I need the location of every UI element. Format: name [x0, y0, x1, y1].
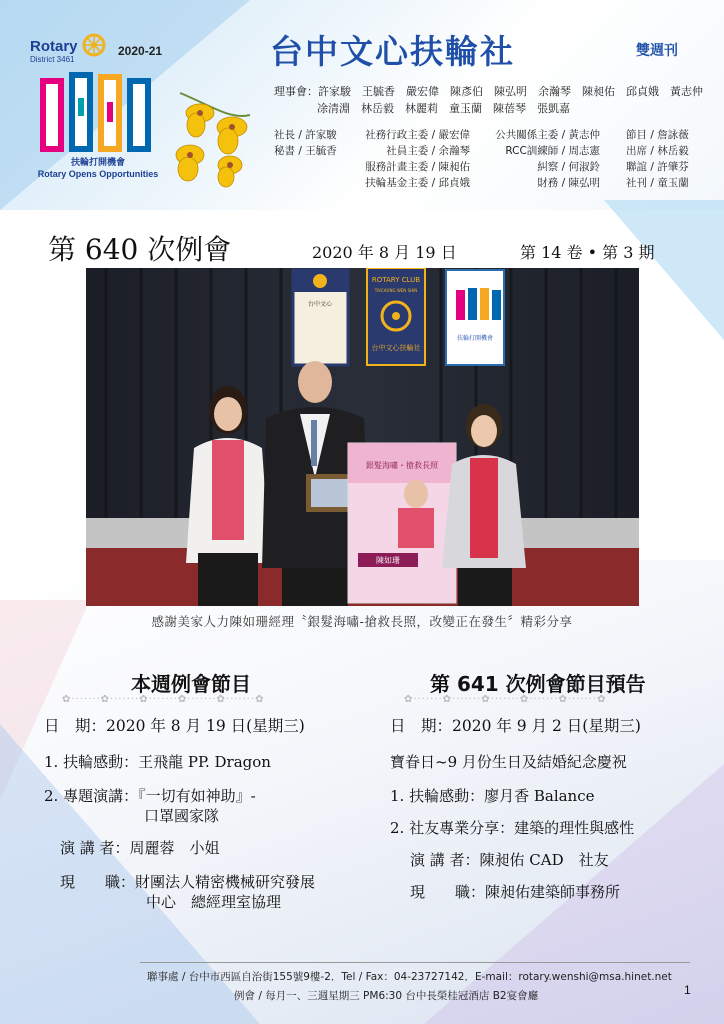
staff-entry: RCC訓練師 / 周志憲 [505, 145, 600, 157]
opens-opportunities-doors-logo [38, 72, 156, 154]
position-line-1: 現 職：財團法人精密機械研究發展 [60, 873, 316, 891]
this-week-speaker: 演 講 者：周麗蓉 小姐 [60, 839, 220, 857]
banner-mid-subtitle: TAICHUNG WEN SHIN [374, 288, 418, 293]
decorative-divider: ✿·······✿·······✿·······✿·······✿·······✿ [404, 694, 607, 705]
staff-entry: 糾察 / 何淑鈴 [537, 161, 600, 173]
staff-entry: 社員主委 / 余瀚琴 [386, 145, 470, 157]
meeting-number: 第 640 次例會 [48, 233, 232, 266]
footer-divider [140, 962, 690, 963]
staff-entry: 社長 / 許家駿 [274, 129, 337, 141]
footer-contact: 聯事處 / 台中市西區自治街155號9樓-2．Tel / Fax：04-23727142．E-mail：rotary.wenshi@msa.hinet.net [147, 971, 672, 983]
rotary-wheel-icon [82, 33, 106, 57]
theme-zh: 扶輪打開機會 [70, 157, 125, 167]
page-number: 1 [684, 983, 691, 997]
banner-right-text: 扶輪打開機會 [456, 335, 494, 342]
staff-entry: 公共關係主委 / 黃志仲 [495, 129, 600, 141]
next-week-celebration: 寶眷日~9 月份生日及結婚紀念慶祝 [390, 753, 627, 771]
staff-entry: 秘書 / 王毓香 [274, 145, 337, 157]
volume-issue: 第 14 卷 • 第 3 期 [520, 243, 655, 262]
this-week-date: 日 期：2020 年 8 月 19 日(星期三) [44, 717, 305, 735]
staff-column-4 [626, 127, 689, 191]
decorative-divider: ✿·······✿·······✿·······✿·······✿·······✿ [62, 694, 265, 705]
banner-left-text: 台中文心 [307, 301, 333, 308]
this-week-item-2 [44, 786, 256, 826]
staff-entry: 節目 / 詹詠薇 [626, 129, 689, 141]
this-week-title: 本週例會節目 [131, 672, 251, 696]
next-week-position: 現 職：陳昶佑建築師事務所 [410, 883, 621, 901]
poster-title: 銀髮海嘯・搶救長照 [366, 461, 438, 470]
district-label: District 3461 [30, 55, 75, 64]
rotary-logo-text: Rotary [30, 38, 78, 55]
banner-mid-title: ROTARY CLUB [371, 276, 421, 284]
this-week-position [60, 872, 315, 912]
next-week-item-1: 1. 扶輪感動：廖月香 Balance [390, 787, 595, 805]
staff-entry: 社務行政主委 / 嚴宏偉 [365, 129, 470, 141]
club-name: 台中文心扶輪社 [270, 32, 515, 71]
event-photo [86, 268, 639, 606]
staff-column-3 [486, 127, 600, 191]
footer-schedule: 例會 / 每月一、三週星期三 PM6:30 台中長榮桂冠酒店 B2宴會廳 [234, 990, 539, 1002]
staff-column-1 [274, 127, 337, 159]
staff-entry: 財務 / 陳弘明 [537, 177, 600, 189]
board-line-2: 凃清淵 林岳毅 林麗莉 童玉蘭 陳蓓琴 張凱嘉 [317, 102, 570, 115]
staff-column-2 [358, 127, 470, 191]
board-line-1: 理事會：許家駿 王毓香 嚴宏偉 陳彥伯 陳弘明 余瀚琴 陳昶佑 邱貞娥 黃志仲 [274, 85, 703, 98]
this-week-item-1: 1. 扶輪感動：王飛龍 PP. Dragon [44, 753, 271, 771]
item-2-line-1: 2. 專題演講：『一切有如神助』- [44, 787, 256, 805]
publication-type: 雙週刊 [636, 43, 678, 59]
photo-caption: 感謝美家人力陳如珊經理〝銀髮海嘯-搶救長照，改變正在發生〞精彩分享 [151, 614, 573, 629]
meeting-date: 2020 年 8 月 19 日 [312, 243, 457, 262]
staff-entry: 出席 / 林岳毅 [626, 145, 689, 157]
theme-en: Rotary Opens Opportunities [37, 169, 159, 179]
theme-text [28, 156, 168, 180]
position-line-2: 中心 總經理室協理 [146, 893, 282, 911]
rotary-year: 2020-21 [118, 44, 163, 58]
next-week-item-2: 2. 社友專業分享：建築的理性與感性 [390, 819, 635, 837]
orchid-flower-icon [170, 85, 265, 190]
event-photo-illustration [86, 268, 639, 606]
banner-mid-name: 台中文心扶輪社 [371, 344, 421, 352]
poster-speaker-name: 陳如珊 [376, 556, 400, 565]
next-week-title: 第 641 次例會節目預告 [430, 672, 646, 696]
item-2-line-2: 口罩國家隊 [144, 807, 220, 825]
staff-entry: 扶輪基金主委 / 邱貞娥 [365, 177, 470, 189]
staff-entry: 服務計畫主委 / 陳昶佑 [365, 161, 470, 173]
board-directors [274, 83, 704, 117]
next-week-speaker: 演 講 者：陳昶佑 CAD 社友 [410, 851, 609, 869]
next-week-date: 日 期：2020 年 9 月 2 日(星期三) [390, 717, 641, 735]
staff-entry: 社刊 / 童玉蘭 [626, 177, 689, 189]
staff-entry: 聯誼 / 許肇芬 [626, 161, 689, 173]
